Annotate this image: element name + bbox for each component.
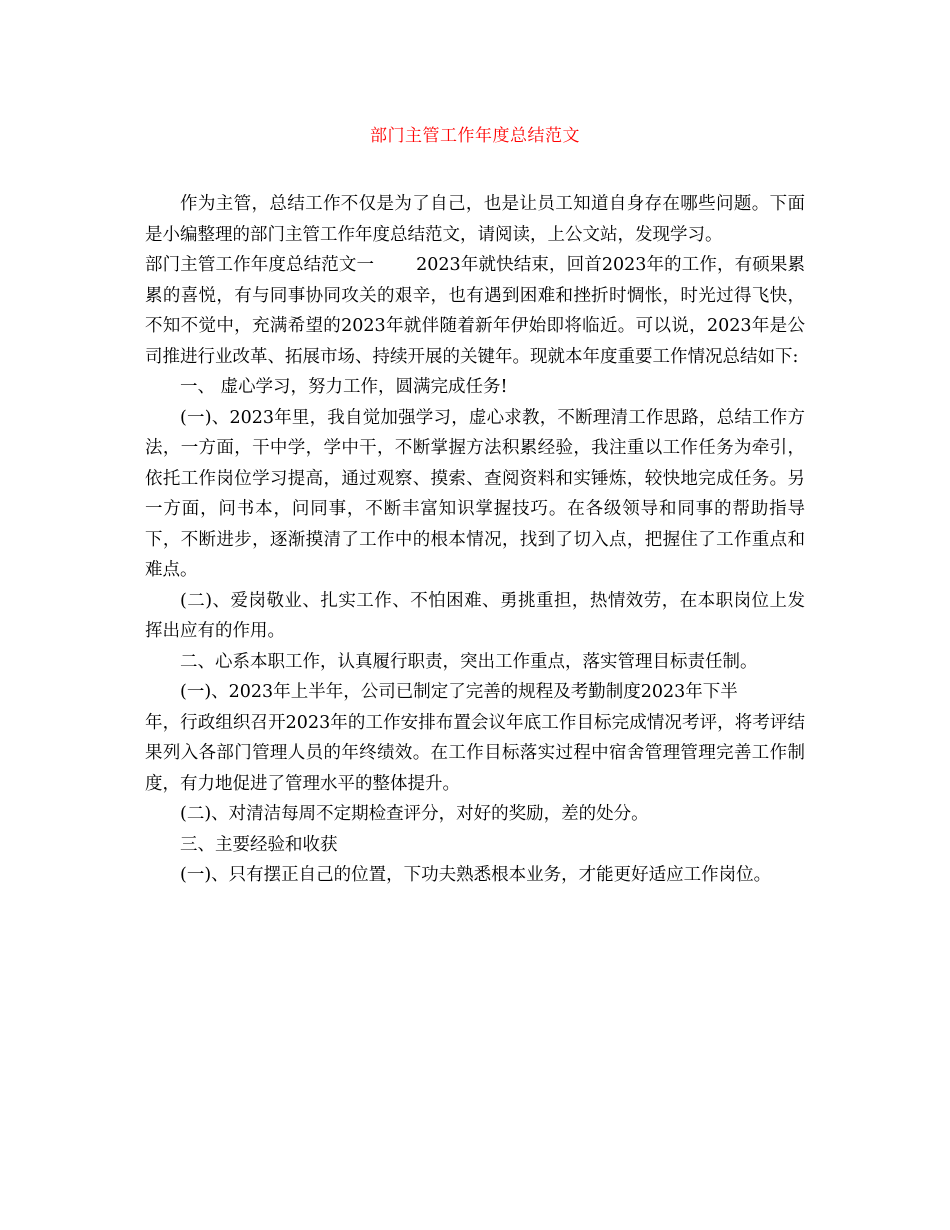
section2-item2-paragraph: (二)、对清洁每周不定期检查评分，对好的奖励，差的处分。 <box>180 804 649 824</box>
document-body <box>145 189 805 891</box>
section-heading-3: 三、主要经验和收获 <box>180 834 338 855</box>
document-title: 部门主管工作年度总结范文 <box>370 126 580 146</box>
sample-opening-paragraph <box>145 250 805 372</box>
section-heading-1: 一、 虚心学习，努力工作，圆满完成任务! <box>180 377 508 397</box>
sample-opening-text: 2023年就快结束，回首2023年的工作，有硕果累累的喜悦，有与同事协同攻关的艰辛，也有遇到困难和挫折时惆怅，时光过得飞快，不知不觉中，充满希望的2023年就伴随着新年伊始即将临近。可以说，2023年是公司推进行业改革、拓展市场、持续开展的关键年。现就本年度重要工作情况总结如下: <box>145 255 806 367</box>
section-heading-2: 二、心系本职工作，认真履行职责，突出工作重点，落实管理目标责任制。 <box>180 651 758 672</box>
intro-text: 作为主管，总结工作不仅是为了自己，也是让员工知道自身存在哪些问题。下面是小编整理的部门主管工作年度总结范文，请阅读，上公文站，发现学习。 <box>145 194 805 245</box>
section2-item1-line1: (一)、2023年上半年，公司已制定了完善的规程及考勤制度2023年下半 <box>180 682 738 702</box>
intro-paragraph <box>145 189 805 250</box>
sample-heading: 部门主管工作年度总结范文一 <box>145 255 375 275</box>
section2-item1-continuation: 年，行政组织召开2023年的工作安排布置会议年底工作目标完成情况考评，将考评结果列入各部门管理人员的年终绩效。在工作目标落实过程中宿舍管理管理完善工作制度，有力地促进了管理水平的整体提升。 <box>145 712 805 794</box>
section1-item1-paragraph: (一)、2023年里，我自觉加强学习，虚心求教，不断理清工作思路，总结工作方法，一方面，干中学，学中干，不断掌握方法积累经验，我注重以工作任务为牵引，依托工作岗位学习提高，通过观察、摸索、查阅资料和实锤炼，较快地完成任务。另一方面，问书本，问同事，不断丰富知识掌握技巧。在各级领导和同事的帮助指导下，不断进步，逐渐摸清了工作中的根本情况，找到了切入点，把握住了工作重点和难点。 <box>145 407 805 580</box>
section1-item2-paragraph: (二)、爱岗敬业、扎实工作、不怕困难、勇挑重担，热情效劳，在本职岗位上发挥出应有的作用。 <box>145 590 805 641</box>
section3-item1-paragraph: (一)、只有摆正自己的位置，下功夫熟悉根本业务，才能更好适应工作岗位。 <box>180 865 772 885</box>
